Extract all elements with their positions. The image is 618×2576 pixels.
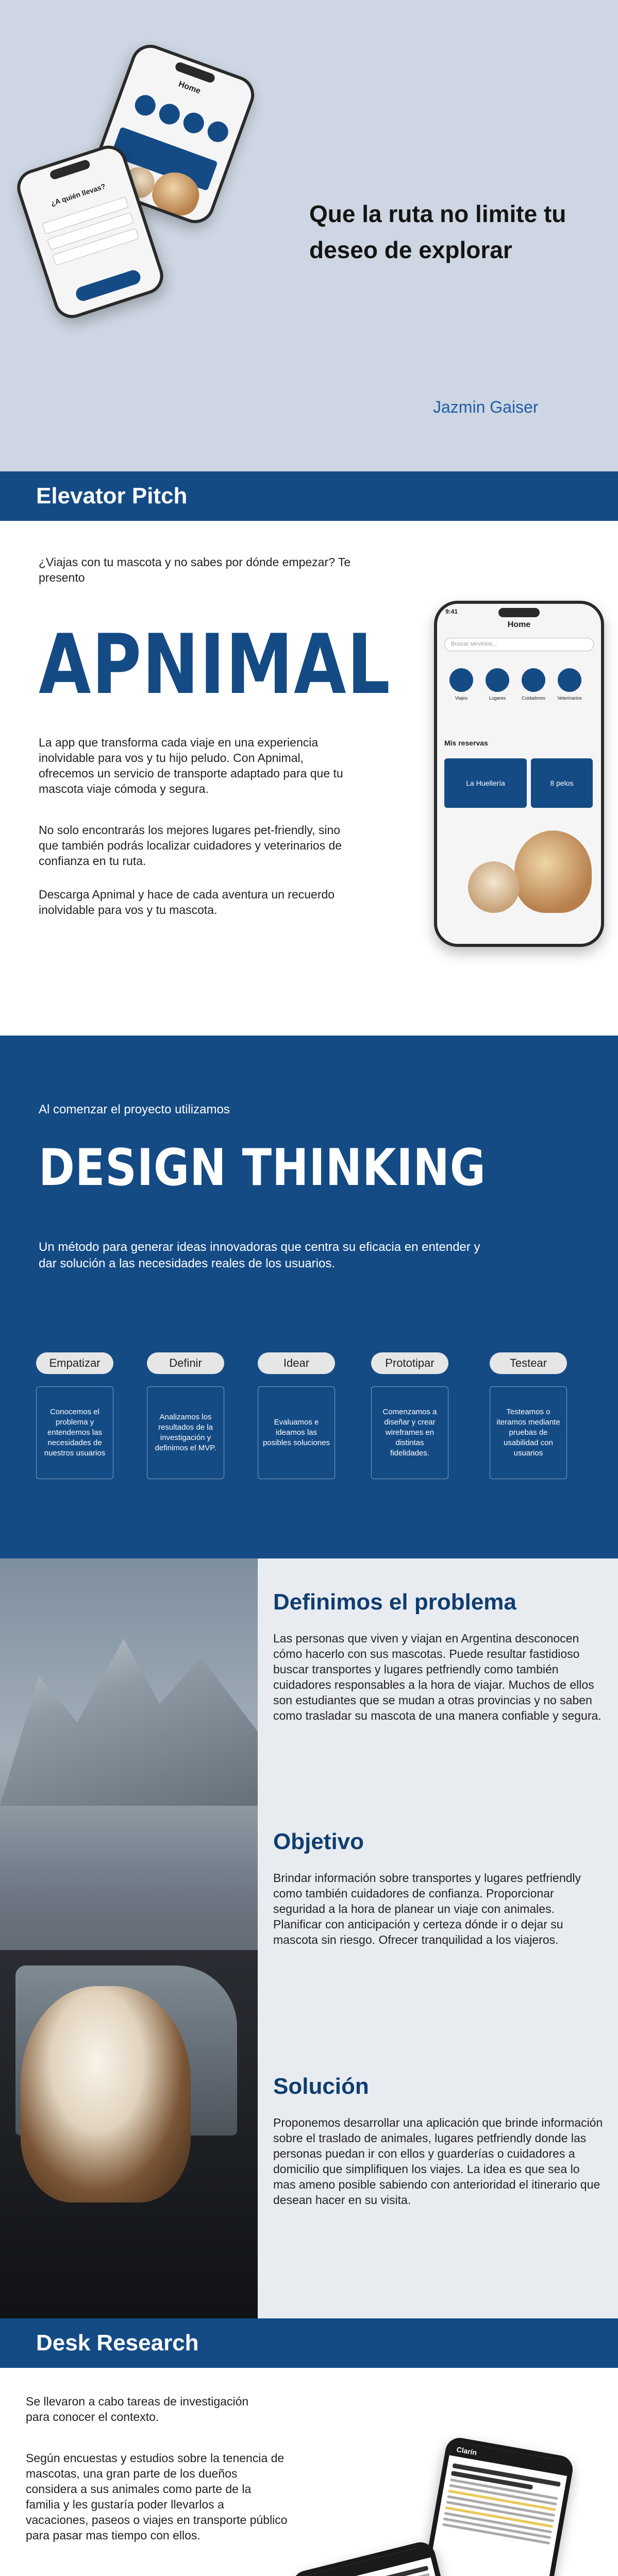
stage-pill: Prototipar bbox=[371, 1352, 448, 1374]
reserva-card-1: La Huellería bbox=[444, 758, 527, 808]
solution-heading: Solución bbox=[273, 2074, 369, 2099]
hero-author: Jazmin Gaiser bbox=[433, 398, 539, 416]
research-paragraph-1: Se llevaron a cabo tareas de investigación para conocer el contexto. bbox=[26, 2395, 249, 2424]
design-thinking-section bbox=[0, 1036, 618, 1558]
stage-card: Evaluamos e ideamos las posibles soluciones bbox=[258, 1386, 335, 1479]
problem-panel bbox=[258, 1558, 618, 2318]
reserva-card-2: 8 pelos bbox=[531, 758, 593, 808]
stage-idear bbox=[258, 1352, 335, 1479]
research-section bbox=[0, 2368, 618, 2576]
dog-illustration bbox=[514, 831, 592, 913]
elevator-pitch-band bbox=[0, 471, 618, 521]
solution-text: Proponemos desarrollar una aplicación que brinde información sobre el traslado de animales, lugares petfriendly donde las personas puedan ir con ellos y guarderías o cuidadores a domicilio que simplifiquen los viajes. La idea es que sea lo mas ameno posible sabiendo con anterioridad el itinerario que desean hacer en su visita. bbox=[273, 2116, 603, 2207]
pitch-paragraph-3: Descarga Apnimal y hace de cada aventura un recuerdo inolvidable para vos y tu mascota. bbox=[39, 888, 335, 917]
article-source-label: Clarín bbox=[449, 2441, 570, 2476]
problem-heading: Definimos el problema bbox=[273, 1589, 516, 1615]
problem-text: Las personas que viven y viajan en Argentina desconocen cómo hacerlo con sus mascotas. Puede resultar fastidioso buscar transportes y lugares petfriendly como también cuidadores responsables a la hora de viajar. Muchos de ellos son estudiantes que se mudan a otras provincias y no saben como trasladar su mascota de una manera confiable y segura. bbox=[273, 1632, 602, 1722]
stage-definir bbox=[147, 1352, 224, 1479]
phone-notch bbox=[49, 159, 91, 180]
elevator-pitch-title: Elevator Pitch bbox=[36, 483, 188, 509]
objective-heading: Objetivo bbox=[273, 1829, 364, 1854]
mock-shortcut-icon bbox=[156, 101, 182, 127]
stage-pill: Idear bbox=[258, 1352, 335, 1374]
mock-app-title: Home bbox=[177, 79, 202, 96]
mock-question: ¿A quién llevas? bbox=[49, 182, 107, 208]
stage-testear bbox=[490, 1352, 567, 1479]
phone-search-bar bbox=[444, 638, 594, 651]
mock-continue-button bbox=[74, 268, 142, 303]
shortcut-label: Lugares bbox=[489, 696, 506, 701]
pitch-question: ¿Viajas con tu mascota y no sabes por dónde empezar? Te presento bbox=[39, 555, 351, 584]
shortcut-cuidadores-icon bbox=[522, 668, 545, 692]
brand-wordmark: APNIMAL bbox=[39, 616, 391, 713]
pitch-paragraph-2: No solo encontrarás los mejores lugares pet-friendly, sino que también podrás localizar cuidadores y veterinarios de confianza en tu ruta. bbox=[39, 823, 342, 868]
phone-home-title: Home bbox=[507, 620, 531, 629]
reservas-heading: Mis reservas bbox=[444, 739, 488, 747]
cat-illustration bbox=[468, 861, 520, 913]
pitch-paragraph-1: La app que transforma cada viaje en una experiencia inolvidable para vos y tu hijo peludo. Con Apnimal, ofrecemos un servicio de transporte adaptado para que tu mascota viaje cómoda y segura. bbox=[39, 736, 343, 795]
shortcut-veterinarios-icon bbox=[558, 668, 581, 692]
research-paragraph-2: Según encuestas y estudios sobre la tenencia de mascotas, una gran parte de los dueños considera a sus animales como parte de la familia y les gustaría poder llevarlos a vacaciones, paseos o viajes en transporte público para pasar mas tiempo con ellos. bbox=[26, 2451, 288, 2542]
dt-title: DESIGN THINKING bbox=[39, 1139, 486, 1197]
shortcut-label: Viajes bbox=[455, 696, 468, 701]
dog-car-photo bbox=[0, 1558, 258, 2318]
stage-pill: Definir bbox=[147, 1352, 224, 1374]
stage-card: Comenzamos a diseñar y crear wireframes en distintas fidelidades. bbox=[371, 1386, 448, 1479]
pitch-section bbox=[0, 521, 618, 1036]
mock-shortcut-icon bbox=[180, 110, 207, 136]
dog-photo-shape bbox=[21, 1986, 191, 2202]
stage-prototipar bbox=[371, 1352, 448, 1479]
shortcut-label: Veterinarios bbox=[557, 696, 582, 701]
problem-section bbox=[0, 1558, 618, 2318]
stage-card: Conocemos el problema y entendemos las necesidades de nuestros usuarios bbox=[36, 1386, 113, 1479]
home-phone-mockup bbox=[434, 601, 604, 947]
desk-research-band bbox=[0, 2318, 618, 2368]
stage-pill: Testear bbox=[490, 1352, 567, 1374]
shortcut-lugares-icon bbox=[486, 668, 509, 692]
desk-research-title: Desk Research bbox=[36, 2330, 199, 2355]
shortcut-label: Cuidadores bbox=[521, 696, 546, 701]
hero-title: Que la ruta no limite tu deseo de explorar bbox=[309, 200, 566, 263]
hero-section bbox=[0, 0, 618, 471]
stage-empatizar bbox=[36, 1352, 113, 1479]
phone-notch bbox=[498, 608, 540, 617]
stage-card: Analizamos los resultados de la investigación y definimos el MVP. bbox=[147, 1386, 224, 1479]
stage-card: Testeamos o iteramos mediante pruebas de usabilidad con usuarios bbox=[490, 1386, 567, 1479]
mountain-shape bbox=[0, 1620, 258, 1806]
objective-text: Brindar información sobre transportes y lugares petfriendly como también cuidadores de confianza. Proporcionar seguridad a la hora de planear un viaje con animales. Planificar con anticipación y certeza dónde ir o dejar su mascota sin riesgo. Ofrecer tranquilidad a los viajeros. bbox=[273, 1871, 581, 1946]
phone-time: 9:41 bbox=[445, 608, 458, 615]
stage-pill: Empatizar bbox=[36, 1352, 113, 1374]
mock-shortcut-icon bbox=[132, 92, 158, 118]
dt-description: Un método para generar ideas innovadoras que centra su eficacia en entender y dar solución a las necesidades reales de los usuarios. bbox=[39, 1240, 480, 1270]
phone-search-placeholder: Buscar servicios... bbox=[451, 641, 497, 647]
dt-intro: Al comenzar el proyecto utilizamos bbox=[39, 1103, 230, 1116]
shortcut-viajes-icon bbox=[449, 668, 473, 692]
mock-shortcut-icon bbox=[205, 118, 231, 145]
